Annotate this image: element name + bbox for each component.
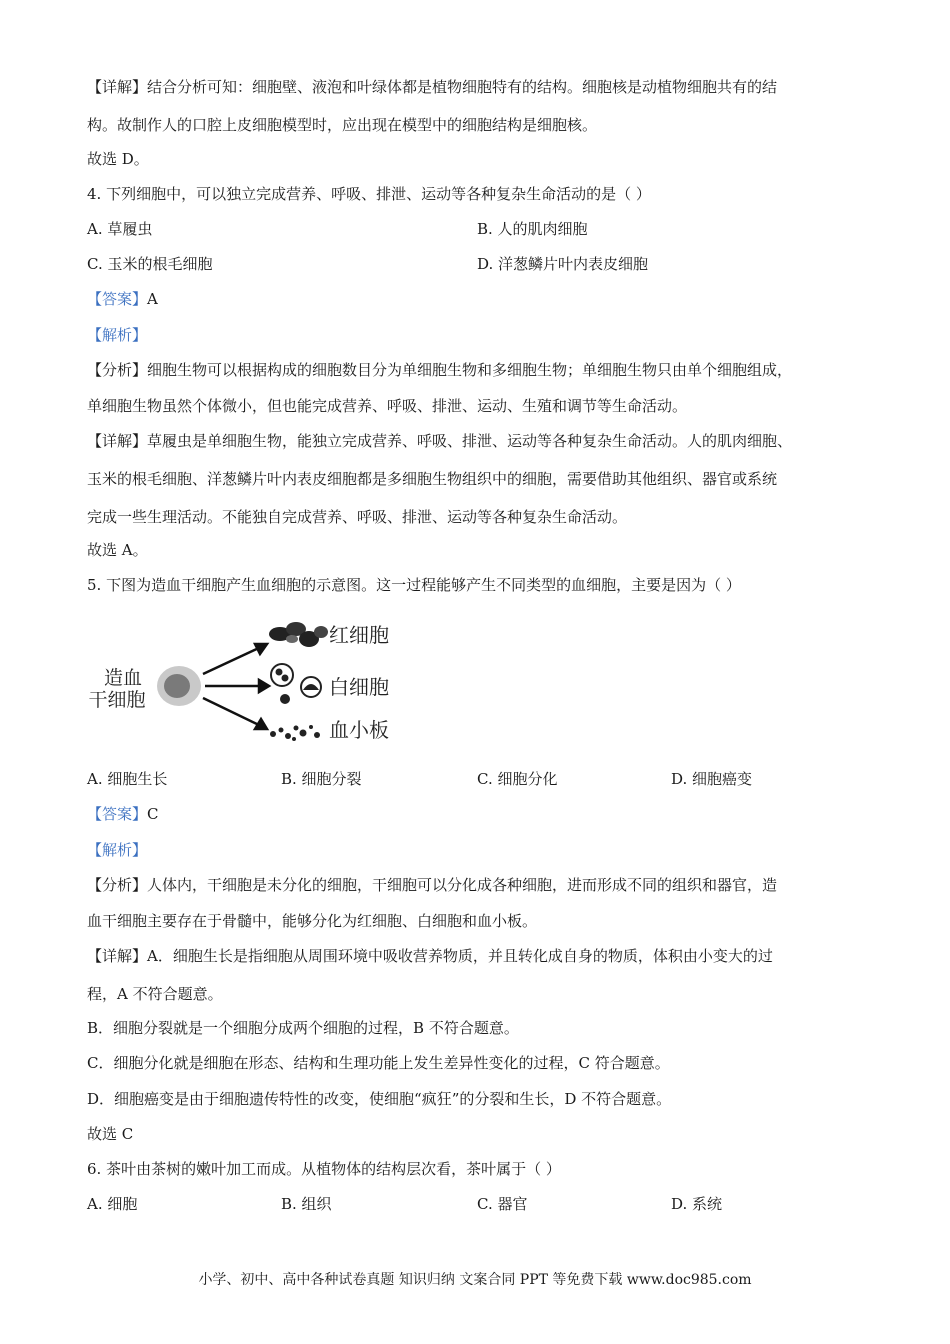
q5-analysis-tag: 【解析】 <box>87 841 148 859</box>
platelet-label: 血小板 <box>329 720 389 742</box>
q5-detail-line: 程，A 不符合题意。 <box>87 985 223 1003</box>
q4-detail-line: 完成一些生理活动。不能独自完成营养、呼吸、排泄、运动等各种复杂生命活动。 <box>87 508 628 526</box>
source-label-2: 干细胞 <box>88 690 146 711</box>
detail-line: 【详解】结合分析可知：细胞壁、液泡和叶绿体都是植物细胞特有的结构。细胞核是动植物细胞共有的结 <box>87 78 778 96</box>
q6-option-b: B. 组织 <box>281 1195 332 1213</box>
q5-detail-line: C．细胞分化就是细胞在形态、结构和生理功能上发生差异性变化的过程，C 符合题意。 <box>87 1054 670 1072</box>
stem-cell-icon <box>157 666 201 706</box>
q4-option-a: A. 草履虫 <box>87 220 153 238</box>
answer-value: A <box>147 290 158 308</box>
arrow-icon <box>203 644 269 729</box>
q4-option-b: B. 人的肌肉细胞 <box>477 220 588 238</box>
q5-option-c: C. 细胞分化 <box>477 770 558 788</box>
q4-analysis-line: 单细胞生物虽然个体微小，但也能完成营养、呼吸、排泄、运动、生殖和调节等生命活动。 <box>87 397 688 415</box>
source-label-1: 造血 <box>103 668 143 689</box>
blood-cell-diagram-svg <box>85 612 405 752</box>
rbc-label: 红细胞 <box>329 625 389 647</box>
q5-option-d: D. 细胞癌变 <box>671 770 753 788</box>
q5-analysis-line: 血干细胞主要存在于骨髓中，能够分化为红细胞、白细胞和血小板。 <box>87 912 538 930</box>
q6-option-c: C. 器官 <box>477 1195 528 1213</box>
q4-analysis-line: 【分析】细胞生物可以根据构成的细胞数目分为单细胞生物和多细胞生物；单细胞生物只由单个细胞组成， <box>87 361 793 379</box>
q6-option-a: A. 细胞 <box>87 1195 138 1213</box>
detail-line: 构。故制作人的口腔上皮细胞模型时，应出现在模型中的细胞结构是细胞核。 <box>87 116 598 134</box>
q4-answer <box>87 289 158 309</box>
q4-option-d: D. 洋葱鳞片叶内表皮细胞 <box>477 255 649 273</box>
red-blood-cell-icon <box>269 622 328 647</box>
q5-detail-line: D．细胞癌变是由于细胞遗传特性的改变，使细胞“疯狂”的分裂和生长，D 不符合题意。 <box>87 1090 672 1108</box>
q4-option-c: C. 玉米的根毛细胞 <box>87 255 213 273</box>
white-blood-cell-icon <box>271 664 321 704</box>
q4-detail-line: 玉米的根毛细胞、洋葱鳞片叶内表皮细胞都是多细胞生物组织中的细胞，需要借助其他组织、器官或系统 <box>87 470 778 488</box>
answer-tag: 【答案】 <box>87 290 148 308</box>
wbc-label: 白细胞 <box>329 677 389 699</box>
question-5-stem: 5. 下图为造血干细胞产生血细胞的示意图。这一过程能够产生不同类型的血细胞，主要是因为（ ） <box>87 576 741 594</box>
q5-answer <box>87 804 159 824</box>
q4-detail-line: 【详解】草履虫是单细胞生物，能独立完成营养、呼吸、排泄、运动等各种复杂生命活动。人的肌肉细胞、 <box>87 432 793 450</box>
q4-conclusion: 故选 A。 <box>87 541 148 559</box>
q6-option-d: D. 系统 <box>671 1195 723 1213</box>
answer-tag: 【答案】 <box>87 805 148 823</box>
answer-value: C <box>147 805 159 823</box>
blood-cell-diagram <box>85 612 405 752</box>
q5-analysis-line: 【分析】人体内，干细胞是未分化的细胞，干细胞可以分化成各种细胞，进而形成不同的组织和器官，造 <box>87 876 778 894</box>
conclusion-line: 故选 D。 <box>87 150 149 168</box>
question-6-stem: 6. 茶叶由茶树的嫩叶加工而成。从植物体的结构层次看，茶叶属于（ ） <box>87 1160 561 1178</box>
q5-option-b: B. 细胞分裂 <box>281 770 362 788</box>
q5-detail-line: 【详解】A．细胞生长是指细胞从周围环境中吸收营养物质，并且转化成自身的物质，体积由小变大的过 <box>87 947 773 965</box>
q5-option-a: A. 细胞生长 <box>87 770 168 788</box>
q4-analysis-tag: 【解析】 <box>87 326 148 344</box>
question-4-stem: 4. 下列细胞中，可以独立完成营养、呼吸、排泄、运动等各种复杂生命活动的是（ ） <box>87 185 651 203</box>
q5-detail-line: B．细胞分裂就是一个细胞分成两个细胞的过程，B 不符合题意。 <box>87 1019 519 1037</box>
q5-conclusion: 故选 C <box>87 1125 134 1143</box>
page-footer: 小学、初中、高中各种试卷真题 知识归纳 文案合同 PPT 等免费下载 www.doc985.com <box>198 1272 752 1288</box>
platelet-icon <box>270 725 320 741</box>
